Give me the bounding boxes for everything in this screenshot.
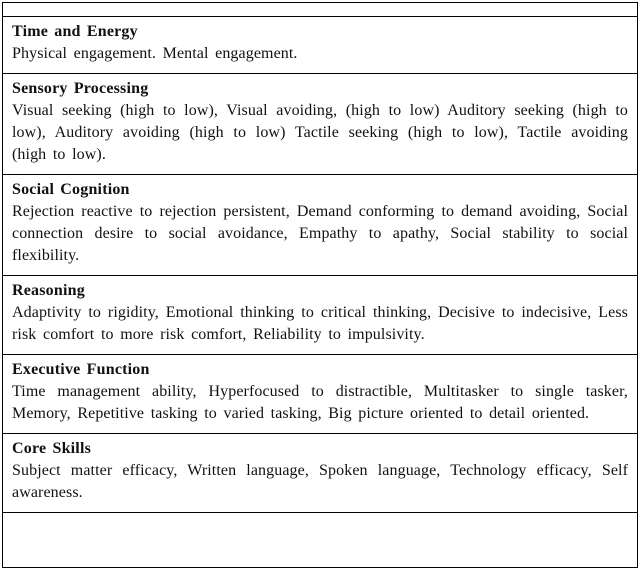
section-title-sensory-processing: Sensory Processing [12,80,149,97]
section-title-executive-function: Executive Function [12,361,150,378]
table-bottom-rule-gap [3,513,637,567]
table-row [3,434,637,513]
table-top-rule-gap [3,3,637,17]
section-body-social-cognition: Rejection reactive to rejection persistent, Demand conforming to demand avoiding, Social connection desire to social avoidance, Empathy to apathy, Social stability to social flexibility. [12,203,628,264]
section-body-executive-function: Time management ability, Hyperfocused to distractible, Multitasker to single tasker, Memory, Repetitive tasking to varied tasking, Big picture oriented to detail oriented. [12,383,628,422]
table-row [3,276,637,355]
table-row [3,74,637,175]
section-title-reasoning: Reasoning [12,282,85,299]
section-title-core-skills: Core Skills [12,440,92,457]
section-body-reasoning: Adaptivity to rigidity, Emotional thinking to critical thinking, Decisive to indecisive, Less risk comfort to more risk comfort, Reliability to impulsivity. [12,304,628,343]
table-row [3,17,637,74]
table-row [3,175,637,276]
section-body-core-skills: Subject matter efficacy, Written language, Spoken language, Technology efficacy, Self awareness. [12,462,628,501]
section-title-time-and-energy: Time and Energy [12,23,138,40]
attributes-table [2,2,638,568]
table-row [3,355,637,434]
section-body-time-and-energy: Physical engagement. Mental engagement. [12,45,298,62]
section-title-social-cognition: Social Cognition [12,181,130,198]
section-body-sensory-processing: Visual seeking (high to low), Visual avoiding, (high to low) Auditory seeking (high to low), Auditory avoiding (high to low) Tactile seeking (high to low), Tactile avoiding (high to low). [12,102,628,163]
